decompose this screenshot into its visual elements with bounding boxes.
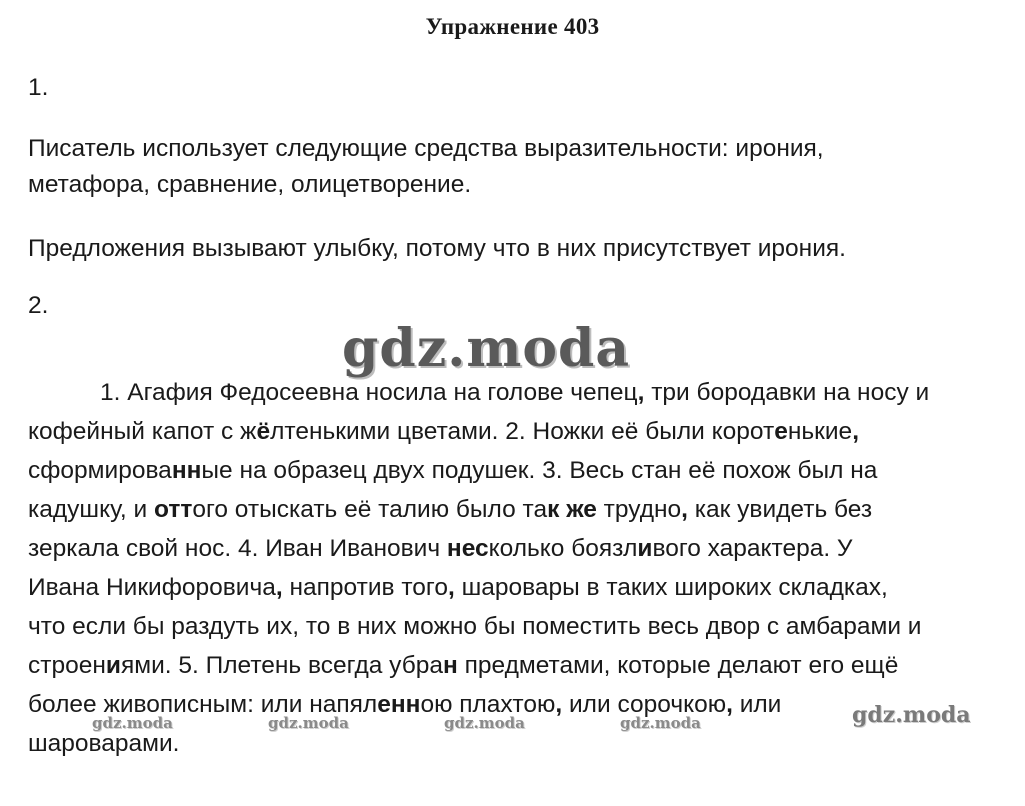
- watermark-small: gdz.moda: [620, 714, 701, 732]
- highlight: и: [105, 652, 121, 679]
- text-segment: зеркала свой нос. 4. Иван Иванович: [28, 535, 447, 562]
- text-segment: что если бы раздуть их, то в них можно бы поместить весь двор с амбарами и: [28, 613, 922, 640]
- section-1-paragraph-1-line-2: метафора, сравнение, олицетворение.: [28, 171, 472, 198]
- text-segment: три бородавки на носу и: [644, 379, 930, 406]
- highlight: нес: [446, 535, 489, 562]
- text-segment: шароварами.: [28, 730, 180, 757]
- text-segment: колько боязл: [488, 535, 638, 562]
- highlight: к же: [547, 496, 597, 523]
- section-1-paragraph-2: Предложения вызывают улыбку, потому что в них присутствует ирония.: [28, 235, 846, 262]
- watermark-medium: gdz.moda: [852, 702, 971, 728]
- text-segment: как увидеть без: [687, 496, 873, 523]
- text-segment: лтенькими цветами. 2. Ножки её были корот: [270, 418, 775, 445]
- text-segment: строен: [28, 652, 106, 679]
- text-line-2: [28, 412, 1003, 451]
- text-line-5: [28, 529, 1003, 568]
- text-segment: Ивана Никифоровича: [28, 574, 276, 601]
- section-1-paragraph-1-line-1: Писатель использует следующие средства выразительности: ирония,: [28, 135, 824, 162]
- highlight: ё: [256, 418, 271, 445]
- highlight: отт: [153, 496, 193, 523]
- highlight: ,: [726, 691, 733, 718]
- text-line-6: [28, 568, 1003, 607]
- watermark-small: gdz.moda: [444, 714, 525, 732]
- text-segment: напротив того: [282, 574, 448, 601]
- highlight: ,: [852, 418, 859, 445]
- watermark-large: gdz.moda: [342, 318, 631, 379]
- text-line-8: [28, 646, 1003, 685]
- section-1-number: 1.: [28, 74, 49, 101]
- text-segment: 1. Агафия Федосеевна носила на голове чепец: [100, 379, 638, 406]
- section-2-number: 2.: [28, 292, 49, 319]
- highlight: ,: [447, 574, 455, 601]
- text-segment: нькие: [787, 418, 853, 445]
- highlight: нн: [171, 457, 202, 484]
- text-segment: шаровары в таких широких складках,: [454, 574, 888, 601]
- text-segment: более живописным: или напял: [28, 691, 378, 718]
- text-segment: сформирова: [28, 457, 172, 484]
- text-line-3: [28, 451, 1003, 490]
- section-1-paragraph-1: [28, 131, 1003, 203]
- text-segment: вого характера. У: [652, 535, 853, 562]
- highlight: ,: [681, 496, 688, 523]
- text-segment: кофейный капот с ж: [28, 418, 257, 445]
- text-segment: или: [732, 691, 782, 718]
- highlight: нн: [390, 691, 421, 718]
- text-segment: ями. 5. Плетень всегда убра: [120, 652, 443, 679]
- watermark-small: gdz.moda: [92, 714, 173, 732]
- text-segment: или сорочкою: [562, 691, 727, 718]
- highlight: е: [377, 691, 391, 718]
- text-segment: ые на образец двух подушек. 3. Весь стан её похож был на: [201, 457, 878, 484]
- highlight: ,: [637, 379, 645, 406]
- text-line-4: [28, 490, 1003, 529]
- text-segment: ого отыскать её талию было та: [192, 496, 548, 523]
- highlight: ,: [275, 574, 283, 601]
- watermark-small: gdz.moda: [268, 714, 349, 732]
- highlight: е: [774, 418, 788, 445]
- text-line-7: [28, 607, 1003, 646]
- highlight: и: [637, 535, 653, 562]
- text-segment: ою плахтою: [420, 691, 556, 718]
- page-title: Упражнение 403: [425, 14, 600, 39]
- text-segment: кадушку, и: [28, 496, 154, 523]
- highlight: ,: [555, 691, 563, 718]
- text-segment: трудно: [596, 496, 682, 523]
- text-segment: предметами, которые делают его ещё: [457, 652, 899, 679]
- highlight: н: [442, 652, 458, 679]
